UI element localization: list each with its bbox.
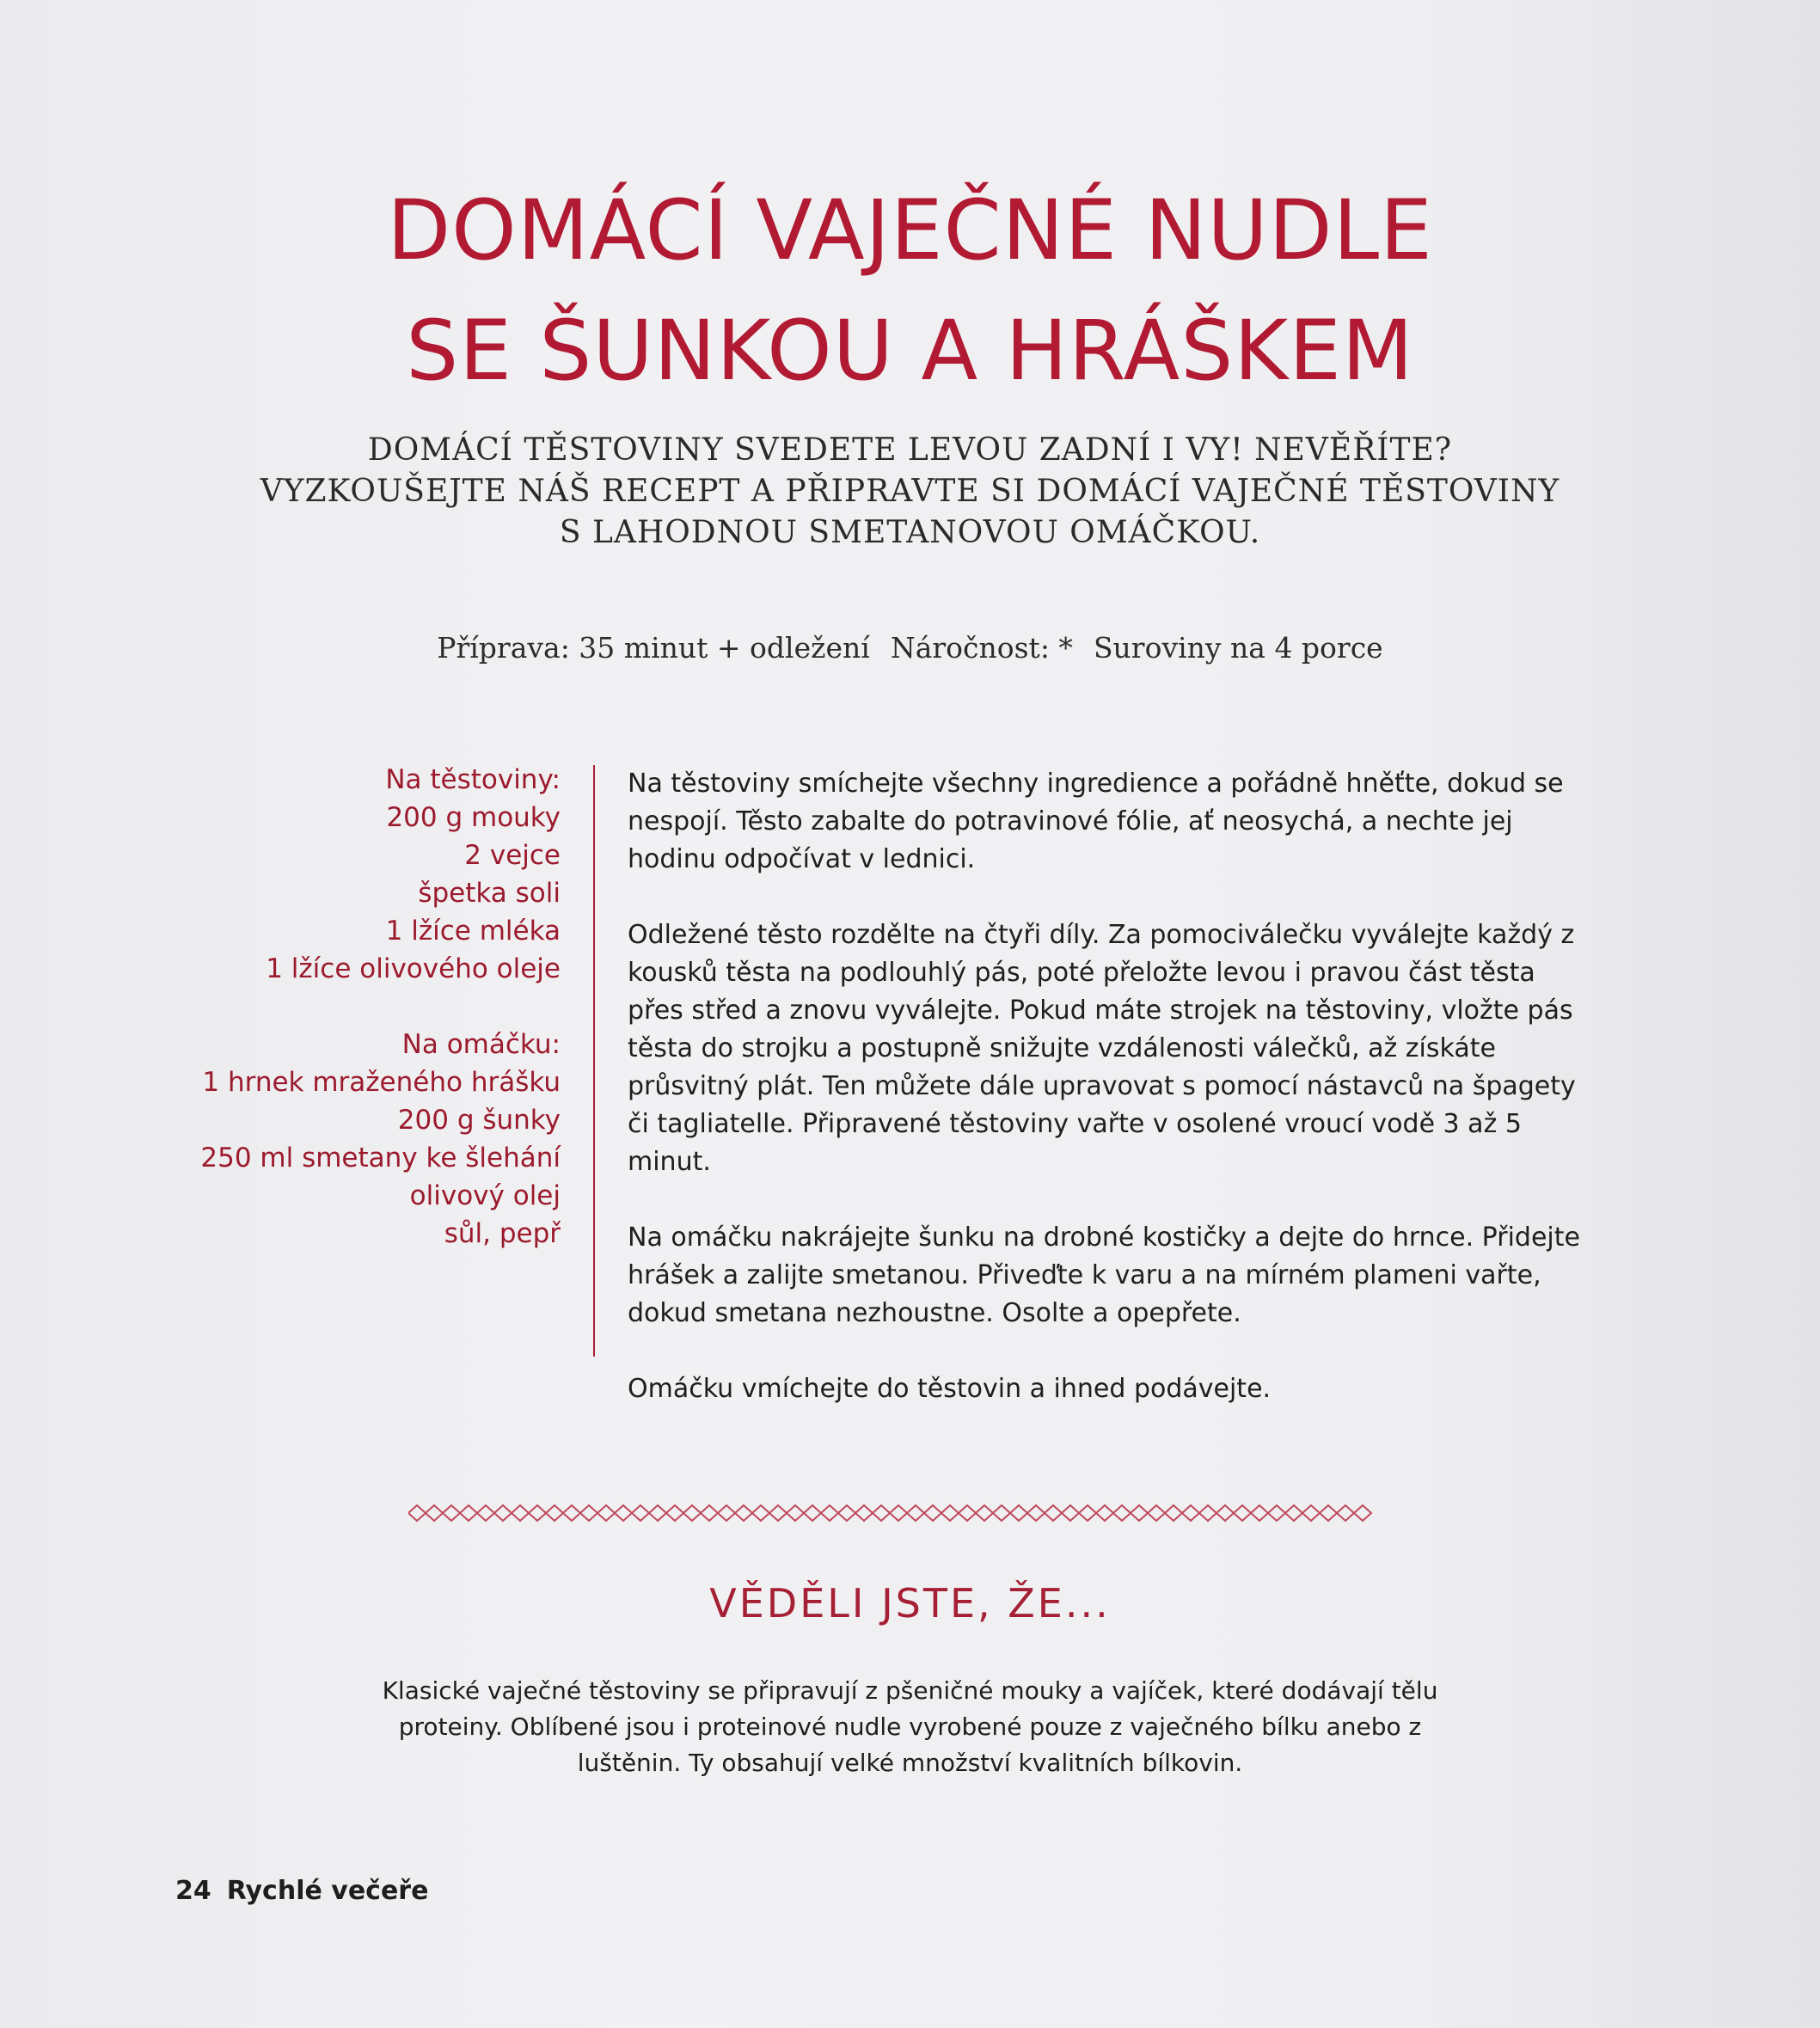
diamond-ornament (701, 1505, 718, 1521)
did-you-know-heading: VĚDĚLI JSTE, ŽE... (709, 1580, 1111, 1627)
diamond-ornament (529, 1505, 546, 1521)
diamond-ornament (683, 1505, 701, 1521)
diamond-ornament (1199, 1505, 1216, 1521)
diamond-ornament (855, 1505, 873, 1521)
method-step: Odležené těsto rozdělte na čtyři díly. Za pomociválečku vyválejte každý z kousků těsta na podlouhlý pás, poté přeložte levou i pravou část těsta přes střed a znovu vyválejte. Pokud máte strojek na těstoviny, vložte pás těsta do strojku a postupně snižujte vzdálenosti válečků, až získáte průsvitný plát. Ten můžete dále upravovat s pomocí nástavců na špagety či tagliatelle. Připravené těstoviny vařte v osolené vroucí vodě 3 až 5 minut. (628, 920, 1576, 1177)
diamond-ornament (873, 1505, 890, 1521)
ingredients-pasta-group (172, 761, 561, 988)
diamond-ornament (580, 1505, 597, 1521)
diamond-ornament (1354, 1505, 1371, 1521)
diamond-ornament (1216, 1505, 1234, 1521)
diamond-ornament-divider (408, 1500, 1388, 1526)
diamond-ornament (804, 1505, 821, 1521)
diamond-ornament (959, 1505, 976, 1521)
diamond-ornament (1062, 1505, 1079, 1521)
diamond-ornament (666, 1505, 683, 1521)
section-name: Rychlé večeře (226, 1876, 429, 1906)
column-divider (593, 765, 595, 1357)
ingredient-item: olivový olej (409, 1180, 561, 1211)
diamond-ornament (408, 1505, 426, 1521)
ingredient-item: 1 lžíce mléka (385, 916, 561, 947)
diamond-ornament (649, 1505, 666, 1521)
diamond-ornament (1337, 1505, 1354, 1521)
diamond-ornament (769, 1505, 787, 1521)
ingredient-item: špetka soli (418, 878, 561, 909)
recipe-title (0, 170, 1820, 411)
prep-time: Příprava: 35 minut + odležení (437, 631, 870, 665)
diamond-ornament (1165, 1505, 1182, 1521)
ingredient-item: 200 g šunky (397, 1105, 561, 1136)
ingredient-item: 250 ml smetany ke šlehání (200, 1143, 561, 1173)
method-column (628, 765, 1582, 1446)
diamond-ornament (941, 1505, 959, 1521)
recipe-title-line-2: SE ŠUNKOU A HRÁŠKEM (406, 303, 1414, 399)
diamond-ornament (512, 1505, 529, 1521)
page-footer (175, 1876, 428, 1906)
diamond-ornament (1182, 1505, 1199, 1521)
diamond-ornament (1131, 1505, 1148, 1521)
ingredients-sauce-group (172, 1026, 561, 1253)
diamond-ornament (1045, 1505, 1062, 1521)
diamond-ornament (924, 1505, 941, 1521)
diamond-ornament (735, 1505, 752, 1521)
recipe-title-line-1: DOMÁCÍ VAJEČNÉ NUDLE (387, 182, 1433, 279)
ingredient-item: 1 hrnek mraženého hrášku (202, 1067, 561, 1098)
diamond-ornament (1096, 1505, 1113, 1521)
did-you-know-text: Klasické vaječné těstoviny se připravují z pšeničné mouky a vajíček, které dodávají tělu proteiny. Oblíbené jsou i proteinové nudle vyrobené pouze z vaječného bílku anebo z luštěnin. Ty obsahují velké množství kvalitních bílkovin. (382, 1676, 1438, 1777)
diamond-ornament (597, 1505, 615, 1521)
diamond-ornament (1010, 1505, 1027, 1521)
diamond-ornament (1268, 1505, 1285, 1521)
diamond-ornament (907, 1505, 924, 1521)
ingredients-column (172, 761, 561, 1290)
diamond-ornament (615, 1505, 632, 1521)
method-step: Na omáčku nakrájejte šunku na drobné kostičky a dejte do hrnce. Přidejte hrášek a zalijte smetanou. Přiveďte k varu a na mírném plameni vařte, dokud smetana nezhoustne. Osolte a opepřete. (628, 1222, 1580, 1328)
diamond-ornament (460, 1505, 477, 1521)
diamond-ornament (1302, 1505, 1320, 1521)
diamond-ornament (838, 1505, 855, 1521)
diamond-ornament (546, 1505, 563, 1521)
ingredients-pasta-heading: Na těstoviny: (385, 764, 561, 795)
method-step: Omáčku vmíchejte do těstovin a ihned podávejte. (628, 1374, 1272, 1404)
diamond-ornament (1079, 1505, 1096, 1521)
ingredient-item: 200 g mouky (386, 802, 561, 833)
diamond-ornament (426, 1505, 443, 1521)
ingredient-item: 1 lžíce olivového oleje (266, 953, 561, 984)
diamond-ornament (632, 1505, 649, 1521)
ingredients-sauce-heading: Na omáčku: (401, 1029, 561, 1060)
diamond-ornament (1251, 1505, 1268, 1521)
recipe-meta (0, 631, 1820, 665)
servings: Suroviny na 4 porce (1093, 631, 1383, 665)
diamond-ornament (1234, 1505, 1251, 1521)
diamond-ornament (752, 1505, 769, 1521)
diamond-ornament (1320, 1505, 1337, 1521)
difficulty: Náročnost: * (890, 631, 1073, 665)
ingredient-item: 2 vejce (464, 840, 561, 871)
diamond-ornament (821, 1505, 838, 1521)
diamond-ornament (993, 1505, 1010, 1521)
diamond-ornament (1285, 1505, 1302, 1521)
diamond-ornament (443, 1505, 460, 1521)
diamond-ornament (718, 1505, 735, 1521)
ingredient-item: sůl, pepř (444, 1218, 561, 1249)
diamond-ornament (787, 1505, 804, 1521)
diamond-ornament (1148, 1505, 1165, 1521)
method-step: Na těstoviny smíchejte všechny ingredience a pořádně hněťte, dokud se nespojí. Těsto zabalte do potravinové fólie, ať neosychá, a nechte jej hodinu odpočívat v lednici. (628, 769, 1564, 874)
recipe-subtitle: DOMÁCÍ TĚSTOVINY SVEDETE LEVOU ZADNÍ I VY! NEVĚŘÍTE? VYZKOUŠEJTE NÁŠ RECEPT A PŘIPRAVTE SI DOMÁCÍ VAJEČNÉ TĚSTOVINY S LAHODNOU SMETANOVOU OMÁČKOU. (260, 432, 1560, 550)
diamond-ornament (1113, 1505, 1131, 1521)
diamond-ornament (1027, 1505, 1045, 1521)
diamond-ornament (976, 1505, 993, 1521)
diamond-ornament (890, 1505, 907, 1521)
diamond-ornament (477, 1505, 494, 1521)
diamond-ornament (563, 1505, 580, 1521)
diamond-ornament (494, 1505, 512, 1521)
page-number: 24 (175, 1876, 211, 1906)
